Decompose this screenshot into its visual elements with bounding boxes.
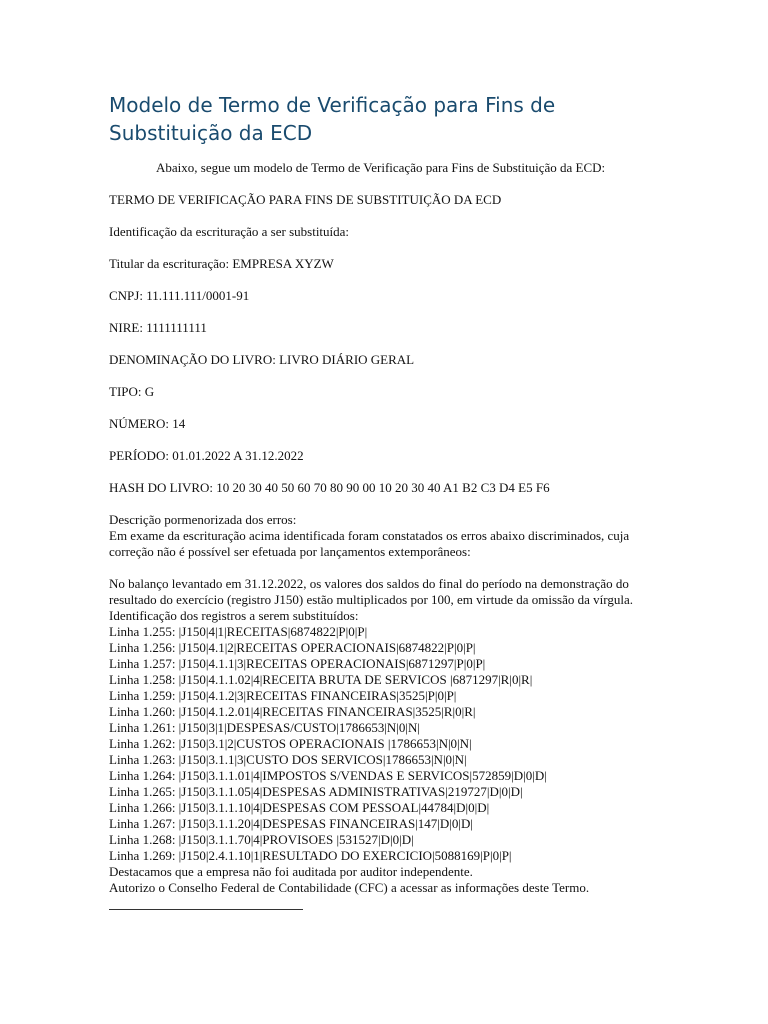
errors-label: Descrição pormenorizada dos erros: bbox=[109, 512, 297, 527]
page-title: Modelo de Termo de Verificação para Fins de Substituição da ECD bbox=[109, 93, 556, 145]
intro-paragraph: Abaixo, segue um modelo de Termo de Verificação para Fins de Substituição da ECD: bbox=[156, 160, 606, 175]
errors-section bbox=[109, 512, 649, 560]
records-label: Identificação dos registros a serem substituídos: bbox=[109, 608, 359, 623]
record-line: Linha 1.262: |J150|3.1|2|CUSTOS OPERACIONAIS |1786653|N|0|N| bbox=[109, 736, 472, 751]
record-line: Linha 1.257: |J150|4.1.1|3|RECEITAS OPERACIONAIS|6871297|P|0|P| bbox=[109, 656, 486, 671]
field-periodo: PERÍODO: 01.01.2022 A 31.12.2022 bbox=[109, 448, 304, 463]
record-line: Linha 1.264: |J150|3.1.1.01|4|IMPOSTOS S/VENDAS E SERVICOS|572859|D|0|D| bbox=[109, 768, 547, 783]
record-line: Linha 1.261: |J150|3|1|DESPESAS/CUSTO|1786653|N|0|N| bbox=[109, 720, 421, 735]
field-nire: NIRE: 1111111111 bbox=[109, 320, 207, 335]
identification-label: Identificação da escrituração a ser substituída: bbox=[109, 224, 350, 239]
record-line: Linha 1.268: |J150|3.1.1.70|4|PROVISOES |531527|D|0|D| bbox=[109, 832, 414, 847]
records-section bbox=[109, 576, 649, 910]
field-denominacao: DENOMINAÇÃO DO LIVRO: LIVRO DIÁRIO GERAL bbox=[109, 352, 415, 367]
record-line: Linha 1.263: |J150|3.1.1|3|CUSTO DOS SERVICOS|1786653|N|0|N| bbox=[109, 752, 467, 767]
field-numero: NÚMERO: 14 bbox=[109, 416, 186, 431]
field-titular: Titular da escrituração: EMPRESA XYZW bbox=[109, 256, 334, 271]
term-heading: TERMO DE VERIFICAÇÃO PARA FINS DE SUBSTITUIÇÃO DA ECD bbox=[109, 192, 502, 207]
signature-line bbox=[109, 898, 303, 910]
record-line: Linha 1.258: |J150|4.1.1.02|4|RECEITA BRUTA DE SERVICOS |6871297|R|0|R| bbox=[109, 672, 533, 687]
balance-paragraph: No balanço levantado em 31.12.2022, os valores dos saldos do final do período na demonstração do resultado do exercício (registro J150) estão multiplicados por 100, em virtude da omissão da vírgula. bbox=[109, 576, 633, 607]
record-line: Linha 1.256: |J150|4.1|2|RECEITAS OPERACIONAIS|6874822|P|0|P| bbox=[109, 640, 476, 655]
record-line: Linha 1.269: |J150|2.4.1.10|1|RESULTADO DO EXERCICIO|5088169|P|0|P| bbox=[109, 848, 512, 863]
record-line: Linha 1.260: |J150|4.1.2.01|4|RECEITAS FINANCEIRAS|3525|R|0|R| bbox=[109, 704, 476, 719]
record-line: Linha 1.265: |J150|3.1.1.05|4|DESPESAS ADMINISTRATIVAS|219727|D|0|D| bbox=[109, 784, 523, 799]
record-line: Linha 1.267: |J150|3.1.1.20|4|DESPESAS FINANCEIRAS|147|D|0|D| bbox=[109, 816, 473, 831]
audit-paragraph: Destacamos que a empresa não foi auditada por auditor independente. bbox=[109, 864, 473, 879]
record-line: Linha 1.259: |J150|4.1.2|3|RECEITAS FINANCEIRAS|3525|P|0|P| bbox=[109, 688, 457, 703]
authorization-paragraph: Autorizo o Conselho Federal de Contabilidade (CFC) a acessar as informações deste Termo. bbox=[109, 880, 590, 895]
record-line: Linha 1.255: |J150|4|1|RECEITAS|6874822|P|0|P| bbox=[109, 624, 368, 639]
document-body bbox=[109, 160, 649, 910]
field-hash: HASH DO LIVRO: 10 20 30 40 50 60 70 80 90 00 10 20 30 40 A1 B2 C3 D4 E5 F6 bbox=[109, 480, 550, 495]
field-cnpj: CNPJ: 11.111.111/0001-91 bbox=[109, 288, 250, 303]
record-line: Linha 1.266: |J150|3.1.1.10|4|DESPESAS COM PESSOAL|44784|D|0|D| bbox=[109, 800, 490, 815]
field-tipo: TIPO: G bbox=[109, 384, 155, 399]
errors-description: Em exame da escrituração acima identificada foram constatados os erros abaixo discriminados, cuja correção não é possível ser efetuada por lançamentos extemporâneos: bbox=[109, 528, 630, 559]
